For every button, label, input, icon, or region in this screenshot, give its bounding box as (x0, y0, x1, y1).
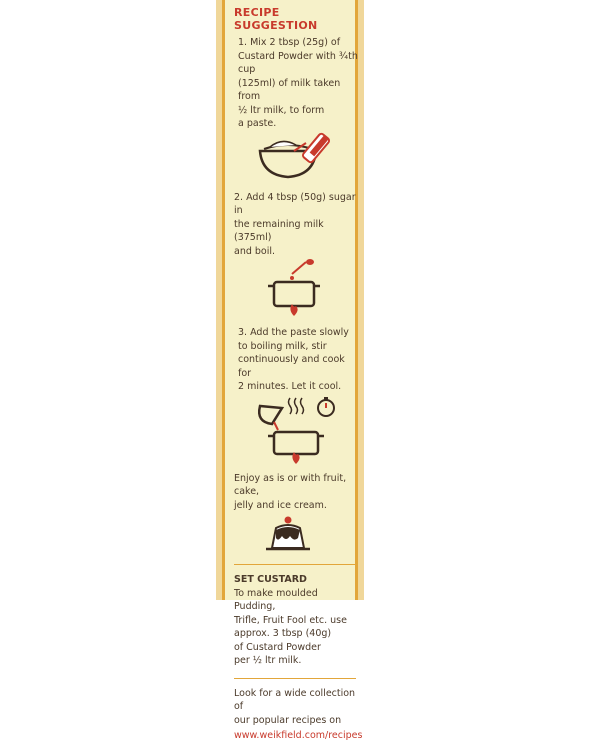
recipes-link[interactable]: www.weikfield.com/recipes (234, 730, 363, 741)
right-edge-strip (358, 0, 364, 600)
enjoy-text: Enjoy as is or with fruit, cake, jelly and ice cream. (234, 472, 347, 511)
set-custard-text: To make moulded Pudding, Trifle, Fruit Fool etc. use approx. 3 tbsp (40g) of Custard Powder per ½ ltr milk. (234, 587, 347, 666)
pot-with-spoon-icon (234, 258, 354, 318)
section-divider (234, 564, 356, 565)
step-2-text: 2. Add 4 tbsp (50g) sugar in the remaining milk (375ml) and boil. (234, 191, 356, 257)
step-1-text: 1. Mix 2 tbsp (25g) of Custard Powder with ¾th cup (125ml) of milk taken from ½ ltr milk, to form a paste. (238, 37, 358, 129)
recipe-title-line1: RECIPE (234, 6, 280, 19)
mixing-bowl-icon (234, 131, 354, 187)
set-custard-title: SET CUSTARD (234, 574, 307, 585)
look-text: Look for a wide collection of our popular recipes on (234, 687, 356, 726)
step-3-text: 3. Add the paste slowly to boiling milk, stir continuously and cook for 2 minutes. Let it cool. (238, 327, 349, 392)
section-divider-2 (234, 678, 356, 679)
recipe-content (234, 6, 363, 743)
pouring-into-pot-icon (234, 394, 354, 466)
recipe-title-line2: SUGGESTION (234, 19, 318, 32)
custard-pudding-icon (234, 512, 354, 554)
